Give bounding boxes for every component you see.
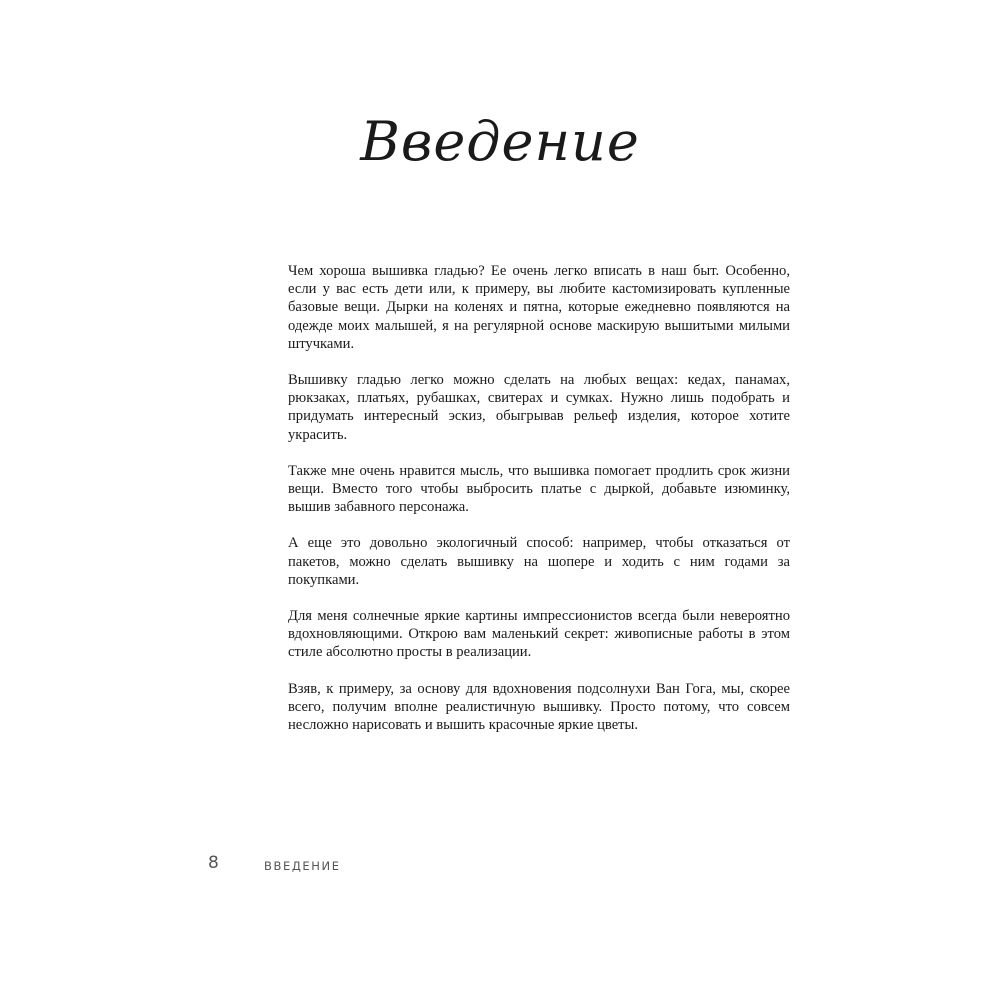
paragraph: Вышивку гладью легко можно сделать на любых вещах: кедах, панамах, рюкзаках, платьях, рубашках, свитерах и сумках. Нужно лишь подобрать и придумать интересный эскиз, обыгрывав рельеф изделия, которое хотите украсить.: [288, 372, 790, 443]
paragraph: А еще это довольно экологичный способ: например, чтобы отказаться от пакетов, можно сделать вышивку на шопере и ходить с ним годами за покупками.: [288, 535, 790, 588]
paragraph: Взяв, к примеру, за основу для вдохновения подсолнухи Ван Гога, мы, скорее всего, получим вполне реалистичную вышивку. Просто потому, что совсем несложно нарисовать и вышить красочные яркие цветы.: [288, 680, 790, 734]
paragraph: Также мне очень нравится мысль, что вышивка помогает продлить срок жизни вещи. Вместо того чтобы выбросить платье с дыркой, добавьте изюминку, вышив забавного персонажа.: [288, 462, 790, 516]
body-text: [288, 262, 790, 752]
paragraph: Чем хороша вышивка гладью? Ее очень легко вписать в наш быт. Особенно, если у вас есть дети или, к примеру, вы любите кастомизировать купленные базовые вещи. Дырки на коленях и пятна, которые ежедневно появляются на одежде моих малышей, я на регулярной основе маскирую вышитыми милыми штучками.: [288, 263, 790, 352]
page-title: Введение: [360, 110, 640, 173]
page-number: 8: [208, 853, 219, 873]
running-footer-section: ВВЕДЕНИЕ: [264, 859, 341, 873]
paragraph: Для меня солнечные яркие картины импрессионистов всегда были невероятно вдохновляющими. Открою вам маленький секрет: живописные работы в этом стиле абсолютно просты в реализации.: [288, 608, 790, 661]
